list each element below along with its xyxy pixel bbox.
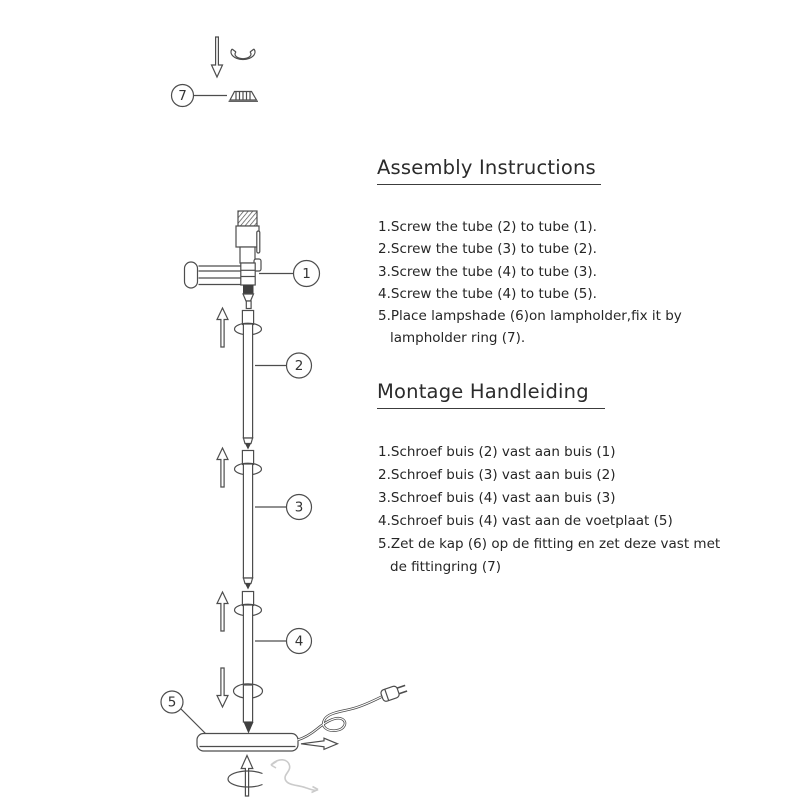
montage-handleiding-title: Montage Handleiding (377, 380, 605, 409)
slide-right-arrow (301, 738, 338, 749)
base-screw-rotation-icon (228, 756, 263, 797)
tube-2-part (235, 311, 262, 450)
part-callout-3 (255, 495, 312, 520)
swing-arm (185, 262, 244, 288)
insert-down-arrow-icon (212, 37, 223, 77)
instruction-step: 1.Screw the tube (2) to tube (1). (378, 219, 597, 235)
instruction-step: 4.Screw the tube (4) to tube (5). (378, 285, 597, 302)
part-callout-2 (255, 353, 312, 378)
part-number-3: 3 (294, 499, 304, 516)
instruction-step: 4.Schroef buis (4) vast aan de voetplaat (5) (378, 512, 673, 529)
screw-down-arrow (217, 668, 228, 707)
lampholder-part (185, 211, 262, 309)
power-cord (298, 683, 409, 740)
lampholder-ring-part (229, 92, 259, 102)
part-number-5: 5 (167, 694, 177, 711)
instruction-step: 1.Schroef buis (2) vast aan buis (1) (378, 444, 616, 460)
tube-4-part (234, 592, 263, 734)
tube-3-part (235, 451, 262, 590)
assembly-instructions-title: Assembly Instructions (377, 156, 601, 185)
part-callout-1 (259, 261, 320, 287)
instruction-step: 2.Screw the tube (3) to tube (2). (378, 241, 597, 258)
base-plate-part (197, 734, 298, 752)
switch-rod (257, 231, 260, 253)
screw-up-arrow-1 (217, 308, 228, 347)
part-callout-4 (255, 629, 312, 654)
power-plug-icon (380, 683, 408, 703)
assembly-instructions-list (378, 216, 738, 350)
montage-handleiding-list (378, 441, 738, 578)
instruction-step: 3.Screw the tube (4) to tube (3). (378, 263, 597, 280)
screw-up-arrow-2 (217, 448, 228, 487)
part-number-4: 4 (294, 633, 304, 650)
part-callout-7 (172, 85, 259, 107)
part-number-1: 1 (302, 266, 311, 283)
part-number-2: 2 (294, 358, 304, 375)
part-callout-5 (161, 691, 206, 734)
cord-routing-hint (271, 760, 318, 793)
part-number-7: 7 (178, 88, 187, 105)
instruction-step: 3.Schroef buis (4) vast aan buis (3) (378, 489, 616, 506)
screw-up-arrow-3 (217, 592, 228, 631)
rotation-arrow-icon (231, 49, 255, 59)
instruction-step: 2.Schroef buis (3) vast aan buis (2) (378, 466, 616, 483)
instruction-step: 5.Zet de kap (6) op de fitting en zet deze vast met de fittingring (7) (378, 535, 721, 575)
instruction-step: 5.Place lampshade (6)on lampholder,fix it by lampholder ring (7). (378, 308, 682, 347)
